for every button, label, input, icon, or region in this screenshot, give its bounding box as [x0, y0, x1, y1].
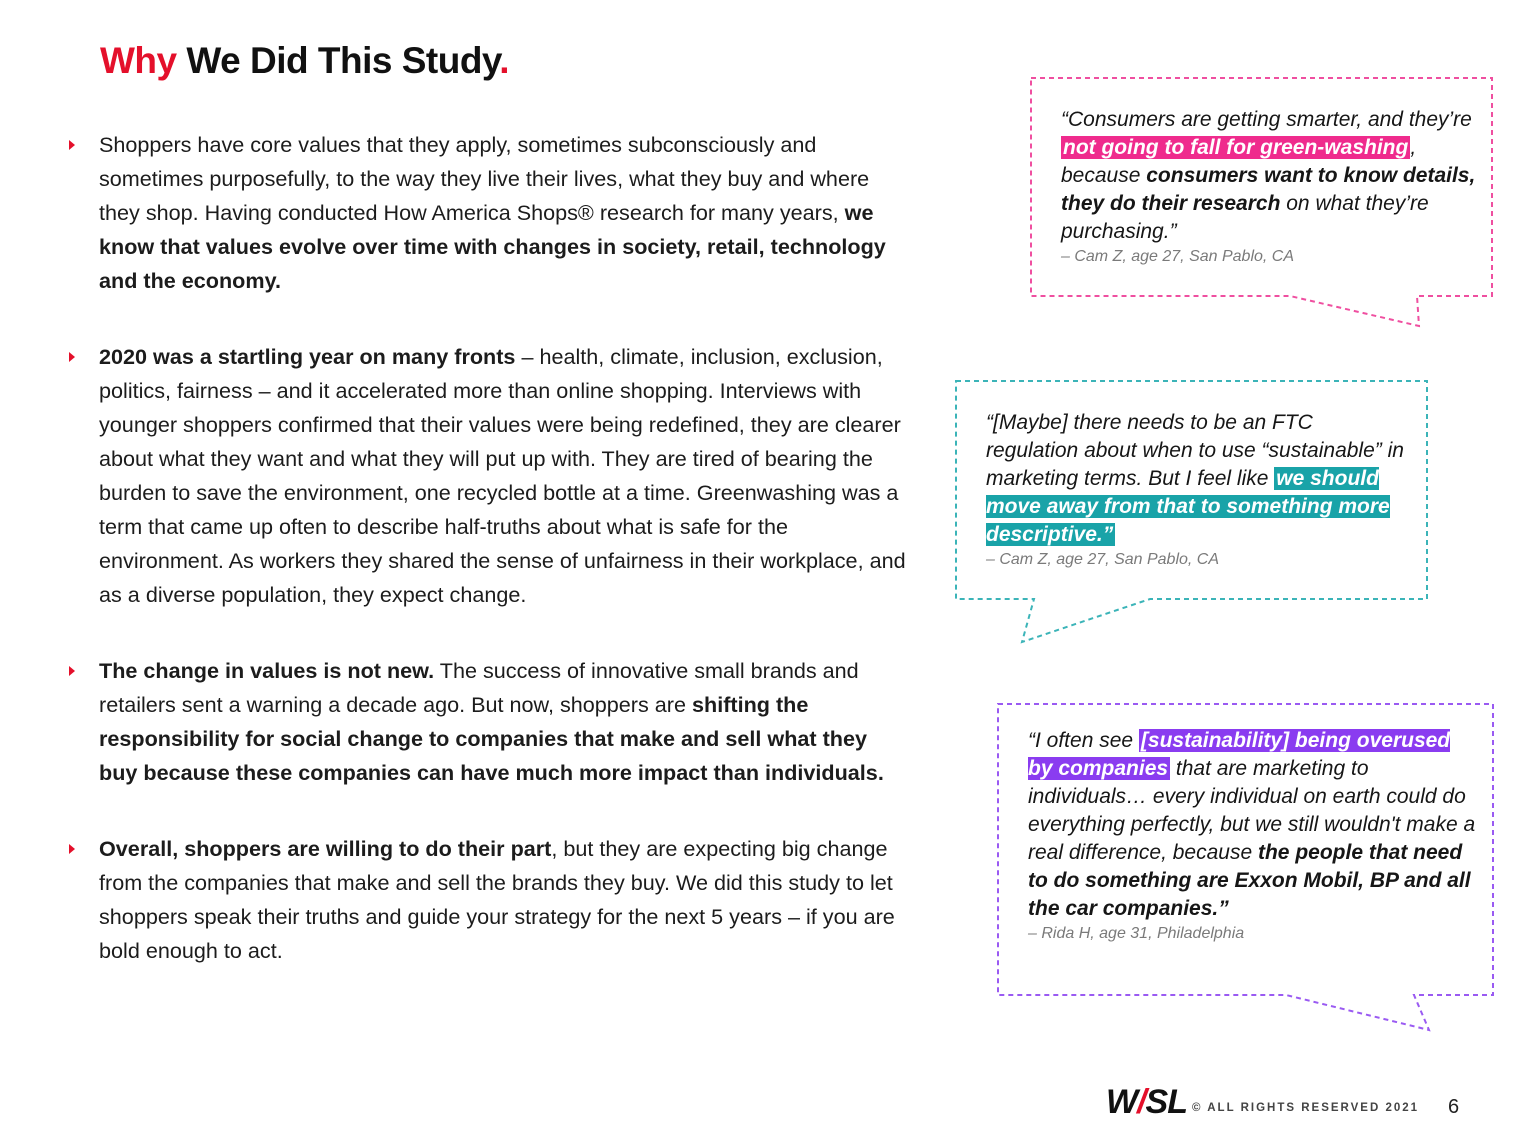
quote-bold-text: consumers want to know details, they do their research [1061, 164, 1476, 215]
quote-2 [986, 409, 1406, 571]
quote-text: , because [1061, 136, 1417, 187]
bullet-arrow-icon [69, 140, 75, 150]
quote-text: “[Maybe] there needs to be an FTC regulation about when to use “sustainable” in marketing terms. But I feel like [986, 411, 1404, 490]
bullet-text: , but they are expecting big change from the companies that make and sell the brands they buy. We did this study to let shoppers speak their truths and guide your strategy for the next 5 years – if you are bold enough to act. [99, 836, 895, 963]
quote-attribution: – Rida H, age 31, Philadelphia [1028, 925, 1245, 942]
quote-attribution: – Cam Z, age 27, San Pablo, CA [1061, 248, 1295, 265]
bullet-list [66, 128, 906, 968]
quote-highlight: [sustainability] being overused by companies [1028, 729, 1451, 780]
bullet-arrow-icon [69, 666, 75, 676]
bullet-bold-text: shifting the responsibility for social change to companies that make and sell what they buy because these companies can have much more impact than individuals. [99, 692, 884, 785]
quote-highlight: we should move away from that to something more descriptive.” [986, 467, 1390, 546]
bullet-text: Shoppers have core values that they apply, sometimes subconsciously and sometimes purposefully, to the way they live their lives, what they buy and where they shop. Having conducted How America Shops® research for many years, [99, 132, 870, 225]
bullet-bold-text: The change in values is not new. [99, 658, 435, 683]
quote-text: that are marketing to individuals… every individual on earth could do everything perfectly, but we still wouldn't make a real difference, because [1028, 757, 1476, 864]
logo-sl: SL [1145, 1083, 1187, 1121]
copyright-text: © ALL RIGHTS RESERVED 2021 [1192, 1102, 1420, 1114]
quote-1 [1061, 106, 1481, 268]
bullet-item [66, 654, 906, 790]
page-title [100, 40, 509, 82]
bullet-bold-text: 2020 was a startling year on many fronts [99, 344, 516, 369]
bullet-item [66, 340, 906, 612]
title-why: Why [100, 40, 177, 81]
title-period: . [499, 40, 510, 81]
quote-highlight: not going to fall for green-washing [1063, 136, 1409, 159]
quote-text: “I often see [1028, 729, 1139, 752]
bullet-text: The success of innovative small brands and retailers sent a warning a decade ago. But now, shoppers are [99, 658, 859, 717]
quote-text: on what they’re purchasing.” [1061, 192, 1429, 243]
logo-slash: / [1137, 1083, 1146, 1121]
quote-attribution: – Cam Z, age 27, San Pablo, CA [986, 551, 1220, 568]
quote-3 [1028, 727, 1478, 945]
quote-text: “Consumers are getting smarter, and they’re [1061, 108, 1472, 131]
bullet-arrow-icon [69, 844, 75, 854]
title-rest: We Did This Study [176, 40, 500, 81]
bullet-item [66, 128, 906, 298]
quote-bold-text: the people that need to do something are Exxon Mobil, BP and all the car companies.” [1028, 841, 1471, 920]
bullet-bold-text: we know that values evolve over time with changes in society, retail, technology and the economy. [99, 200, 886, 293]
wsl-logo [1106, 1083, 1187, 1122]
page-number: 6 [1448, 1096, 1460, 1118]
bullet-item [66, 832, 906, 968]
bullet-bold-text: Overall, shoppers are willing to do their part [99, 836, 552, 861]
logo-w: W [1106, 1083, 1138, 1121]
bullet-text: – health, climate, inclusion, exclusion, politics, fairness – and it accelerated more than online shopping. Interviews with younger shoppers confirmed that their values were being redefined, they are clearer about what they want and what they will put up with. They are tired of bearing the burden to save the environment, one recycled bottle at a time. Greenwashing was a term that came up often to describe half-truths about what is safe for the environment. As workers they shared the sense of unfairness in their workplace, and as a diverse population, they expect change. [99, 344, 906, 607]
bullet-arrow-icon [69, 352, 75, 362]
